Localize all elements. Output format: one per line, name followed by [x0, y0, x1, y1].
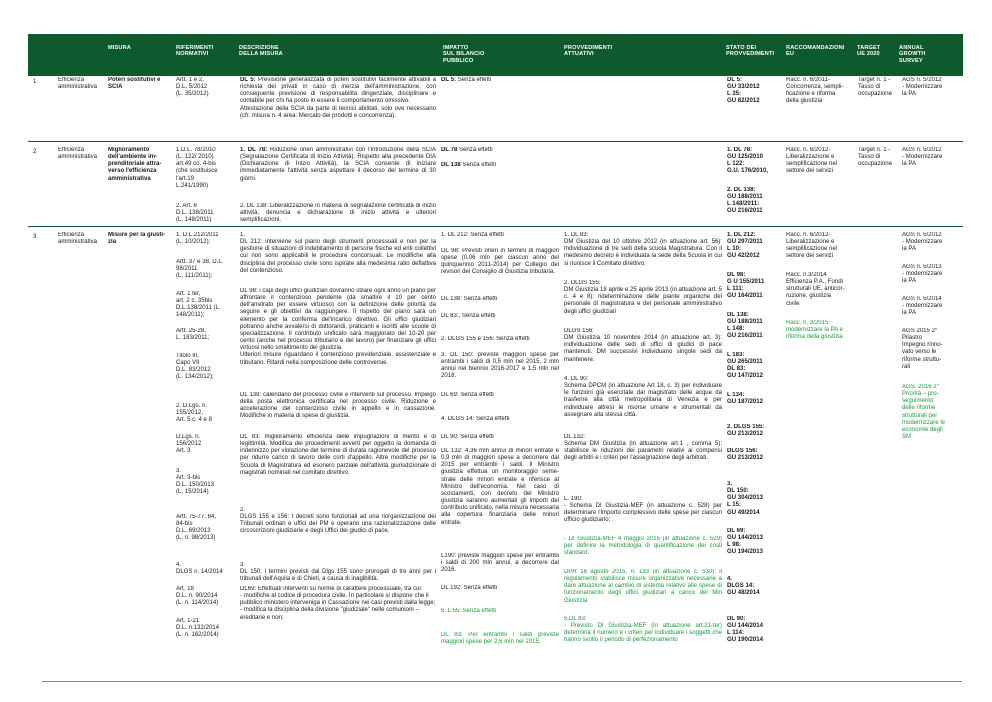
- stato-item: DL 98: G U 155/2011 L 111: GU 164/2011: [727, 272, 765, 300]
- header-survey: ANNUAL GROWTH SURVEY: [899, 45, 926, 64]
- impatto-text: Senza effetti: [460, 162, 496, 168]
- imp-item: 1. DL 212: Senza effetti: [441, 232, 504, 238]
- stato-item: 4. DLGS 14: GU 48/2014: [727, 576, 760, 597]
- row-riferimenti-b: 2. Art. 6 D.L. 138/2011 (L. 148/2011): [176, 203, 214, 224]
- rif-item: Titolo III, Capo VII D.L. 83/2012 (L. 134/2012);: [176, 353, 214, 381]
- page-bottom-rule: [42, 681, 962, 682]
- imp-item: DL 83:, Senza effetti: [441, 313, 496, 319]
- prov-item: DLGS 156: DM Giustizia 10 novembre 2014 (in attuazione art. 3): individuazione delle sedi di uffici di giudici di pace mantenuti. DM successivi individuano singole sedi da mantenere.: [564, 328, 722, 363]
- desc-item: 3. DL 150: i termini previsti dal Dlgs 155 sono prorogati di tre anni per i tribunali dell'Aquila e di Chieti, a causa di inagibilità.: [240, 562, 436, 583]
- racc-item: Racc. n. 3/2015 modernizzare la PA e riforma della giustizia: [786, 320, 844, 341]
- survey-item: AGS. 2016 2° Priorità – pro- seguimento delle riforme strutturali per modernizzare le economie degli SM: [902, 384, 946, 441]
- desc-item: DL 138: calendario del processo civile e interventi sul processo. Impiego della posta elettronica certificata nel processo civile. Riduzione e accelerazione del contenzioso civile in appello e in cassazione. Modifiche in materia di spese di giustizia.: [240, 392, 436, 420]
- prov-item: - DI Giustizia-MEF 4 maggio 2015 (in attuazione c. 529) per definire la metodologia di quantificazione dei costi standard.: [564, 536, 722, 557]
- header-stato: STATO DEI PROVVEDIMENTI: [726, 45, 775, 58]
- impatto-text: Senza effetti: [457, 147, 493, 153]
- row-divider: [28, 226, 963, 227]
- row-survey: AGS n. 5/2012 - Modernizzare la PA: [902, 147, 943, 168]
- desc-item: DL 83: miglioramento efficienza delle impugnazioni di merito e di legittimità. Modifica dei procedimenti avverti per oggetto la domanda di indennizzo per violazione del termine di durata ragionevole del processo per ridurre carico di lavoro delle corti d'appello. Altre modifiche per la Scuola di Magistratura ed esonero parziale dell'attività giurisdizionale di magistrati nominati nel comitato direttivo.: [240, 434, 436, 476]
- imp-item: DL 83: Per entrambi i saldi previste maggiori spese per 2,6 mln nel 2015,: [441, 632, 559, 646]
- row-impatto-b: [441, 162, 559, 169]
- header-descrizione: DESCRIZIONE DELLA MISURA: [239, 45, 283, 58]
- stato-item: DL 138: GU 188/2011 L 148: GU 216/2011: [727, 312, 763, 340]
- stato-item: 2. DLGS 155: GU 213/2012: [727, 424, 765, 438]
- imp-item: 3. DL 150: previste maggiori spese per entrambi i saldi di 0,5 mln nel 2015, 2 mln annui nel biennio 2016-2017 e 1,5 mln nel 2018.: [441, 352, 559, 380]
- desc-item: 2. DLGS 155 e 156: I decreti sono funzionali ad una riorganizzazione dei Tribunali ordinari e uffici del PM e operano una razionalizzazione delle circoscrizioni giudiziarie e degli Uffici dei giudici di pace.: [240, 507, 436, 535]
- row-stato-a: 1. DL 78: GU 125/2010 L 122: G.U. 176/2010,: [727, 147, 769, 175]
- row-descrizione-b: 2. DL 138: Liberalizzazione in materia di segnalazione certificata di inizio attività, denuncia e dichiarazione di inizio attività e ulteriori semplificazioni.: [240, 203, 436, 224]
- imp-item: DL 69: Senza effetti: [441, 392, 494, 398]
- header-raccomandazioni: RACCOMANDAZIONI EU: [786, 45, 845, 58]
- row-survey: AGS n. 5/2012 - Modernizzare la PA: [902, 77, 943, 98]
- row-divider: [28, 141, 963, 142]
- stato-item: DL 69: GU 144/2013 L 98: GU 194/2013: [727, 528, 763, 556]
- row-impatto-a: [441, 147, 559, 154]
- row-riferimenti-a: 1.D.L. 78/2010 (L. 122/ 2010) art.49 co. 4-bis (che sostituisce l'art.19 L.241/1990): [176, 147, 218, 189]
- desc-item: 1. DL 212: interviene sul piano degli strumenti processuali e non per la gestione di situazioni di indebitamento di persone fisiche ed enti collettivi cui non sono applicabili le procedure concorsuali. Le modifiche alla disciplina del processo civile sono ispirate alla medesima ratio deflattiva del contenzioso.: [240, 232, 436, 274]
- prov-item: 2. DLGS 155: DM Giustizia 18 aprile e 25 aprile 2013 (in attuazione art. 5 c. 4 e 8): rideterminazione delle piante organiche del personale di magistratura e del personale amministrativo degli uffici giudiziari: [564, 280, 722, 315]
- rif-item: 4. DLGS n. 14/2014: [176, 562, 223, 576]
- survey-item: AGS n. 5/2012 - Modernizzare la PA: [902, 232, 943, 253]
- rif-item: 3. Art. 3-bis D.L. 150/2013 (L. 15/2014): [176, 468, 214, 496]
- rif-item: Art. 1 ter, art. 2 c. 35bis D.L.138/2011 (L. 148/2011);: [176, 291, 221, 319]
- imp-item: DL 192: Senza effetti: [441, 585, 498, 591]
- prov-item: 4. DL 90: Schema DPCM (in attuazione Art 18, c. 3) per individuare le funzioni già esercitate dal magistrato delle acque da trasferire alla città metropolitana di Venezia e per individuare altresì le risorse umane e strumentali da assegnare alla stessa città.: [564, 376, 722, 418]
- survey-item: AGS n. 5/2014 - modernizzare la PA: [902, 296, 943, 317]
- stato-item: DL 90: GU 144/2014 L 114: GU 190/2014: [727, 616, 763, 644]
- imp-item: DL 90: Senza effetti: [441, 434, 494, 440]
- imp-item: L190: previste maggiori spese per entrambi i saldi di 200 mln annui, a decorrere dal 2016.: [441, 553, 559, 574]
- survey-item: AGS n. 5/2013 - modernizzare la PA: [902, 264, 943, 285]
- table-header: [28, 34, 963, 76]
- prov-item: L. 190: - Schema DI Giustizia-MEF (in attuazione c. 528) per determinare l'importo complessivo delle spese per ciascun ufficio giudiziario; .: [564, 496, 722, 524]
- rif-item: D.Lgs. n. 156/2012 Art. 3: [176, 434, 202, 455]
- row-stato-b: 2. DL 138: GU 188/2011 L 148/2011: GU 216/2011: [727, 187, 763, 215]
- header-riferimenti: RIFERIMENTI NORMATIVI: [176, 45, 214, 58]
- row-misura: Poteri sostitutivi e SCIA: [108, 77, 161, 91]
- descr-text: Previsione generalizzata di poteri sostitutivi facilmente attivabili a richiesta dei privati in caso di inerzia dell'amministrazione, con conseguente previsione di responsabilità dirigenziale, disciplinare e contabile per chi ha posto in essere il comportamento omissivo. Attestazione della SCIA da parte di tecnici abilitati, solo ove necessario (cfr. misura n. 4 area: Mercato dei prodotti e concorrenza).: [240, 77, 436, 119]
- prov-item: 1. DL 83: DM Giustizia del 10 ottobre 2012 (in attuazione art. 56): Individuazione di tre sedi della scuola Magistratura. Con il medesimo decreto è individuata la sede della Scuola in cui si riunisce il Comitato direttivo;: [564, 232, 722, 267]
- imp-item: 5. L 55: Senza effetti: [441, 608, 497, 614]
- imp-item: 4. DLGS 14: Senza effetti: [441, 416, 510, 422]
- rif-item: Artt. 37 e 38, D.L. 98/2011 (L. 111/2011);: [176, 259, 224, 280]
- row-raccomandazioni: Racc. n. 6/2011- Concorrenza, sempli- ficazione e riforma della giustizia: [786, 77, 844, 105]
- desc-item: DL69: Effettuati interventi su norme di carattere processuale, tra cui: - modifiche al codice di procedura civile. In particolare si dispone che il pubblico ministero interveniga in Cassazione nei casi previsti dalla legge; - modifica la disciplina della divisione "giudiziale" nelle comunioni – ereditarie e non;: [240, 586, 436, 621]
- desc-item: DL 98: i capi degli uffici giudiziari dovranno stilare ogni anno un piano per affrontare il contenzioso pendente (da smaltire il 10 per cento dell'arretrato per essere virtuoso) con la definizione delle priorità da seguire e gli obiettivi da raggiungere. Il rispetto del piano sarà un elemento per la conferma del'incarico direttivo. Gli uffici giudiziari potranno anche avvalersi di dottorandi, praticanti e iscritti alle scuole di specializzazione. Il contributo unificato sarà maggiorato del 10-20 per cento (anche nel processo tributario e del lavoro) per finanziare gli uffici virtuosi nello smaltimento dei giustizia. Ulteriori misure riguardano il contenzioso previdenziale, assistenziale e tributario. Ritardi nella composizione delle controversie.: [240, 288, 436, 366]
- header-misura: MISURA: [108, 45, 131, 51]
- prov-item: 5.DL 83: - Previsto DI Giustizia-MEF (in attuazione art.21-ter) determina il numero e i criteri per individuare i soggetti che hanno svolto il periodo di perfezionamento: [564, 616, 722, 644]
- row-target: Target n. 1 - Tasso di occupazione: [858, 77, 892, 98]
- impatto-text: Senza effetti: [456, 77, 492, 83]
- racc-item: Racc. n.3/2014 Efficienza P.A., Fondi strutturali UE, anticor- ruzione, giustizia civile: [786, 272, 845, 307]
- descr-label: 1. DL 78:: [240, 147, 268, 153]
- rif-item: 1. D.L.212/2011 (L. 10/2012);: [176, 232, 219, 246]
- row-number: 2: [33, 148, 37, 155]
- imp-item: DL 132: 4,36 mln annui di minori entrate e 0,9 mln di maggiori spese a decorrere dal 2015 per entrambi i saldi. Il Ministro giustizia effettua un monitoraggio seme-strale delle minori entrate e riferisce al Ministro dell'economia. Nel caso di scostamenti, con decreto del Ministro giustizia saranno aumentati gli importi del contributo unificato, nella misura necessaria alla copertura finanziaria delle minori entrate.: [441, 448, 559, 526]
- racc-item: Racc. n. 6/2012- Liberalizzazione e semplificazione nel settore dei servizi: [786, 232, 838, 260]
- row-area: Efficienza amministrativa: [58, 147, 97, 161]
- header-target: TARGET UE 2020: [857, 45, 881, 58]
- row-impatto: [441, 77, 559, 84]
- row-misura: Miglioramento dell'ambiente im- prenditoriale attra- verso l'efficienza amministrativa: [108, 147, 162, 182]
- row-number: 3: [33, 233, 37, 240]
- descr-label: DL 5:: [240, 77, 256, 83]
- descr-text: Riduzione oneri amministrativi con l'introduzione della SCIA (Segnalazione Certificata di Inizio Attività). Rispetto alla precedente DIA (Dichiarazione di Inizio Attività), la SCIA consente di iniziare immediatamente l'attività senza aspettare il decorso del termine di 30 giorni.: [240, 147, 436, 182]
- stato-item: L 183: GU 265/2011 DL 83: GU 147/2012: [727, 352, 763, 380]
- prov-item: DL 132: Schema DM Giustizia (in attuazione art.1 , comma 5): stabilisce le riduzioni dei parametri relativi ai compensi degli arbitri e i criteri per l'assegnazione degli arbitrati.: [564, 434, 722, 462]
- stato-item: DLGS 156: GU 213/2012: [727, 448, 763, 462]
- row-descrizione: [240, 77, 436, 120]
- impatto-label: DL 5:: [441, 77, 457, 83]
- header-provvedimenti: PROVVEDIMENTI ATTUATIVI: [564, 45, 613, 58]
- row-riferimenti: Artt. 1 e 2, D.L. 5/2012 (L. 35/2012): [176, 77, 209, 98]
- row-area: Efficienza amministrativa: [58, 77, 97, 91]
- stato-item: 3. DL 150: GU 304/2013 L 15: GU 49/2014: [727, 481, 763, 516]
- stato-item: 1. DL 212: GU 297/2011 L 10: GU 42/2012: [727, 232, 763, 260]
- row-number: 1: [33, 78, 37, 85]
- header-impatto: IMPATTO SUL BILANCIO PUBBLICO: [443, 45, 485, 64]
- page-top-margin: [0, 0, 992, 34]
- rif-item: Art. 18 D.L. n. 90/2014 (L. n. 114/2014): [176, 586, 219, 607]
- rif-item: 2. D.Lgs. n. 155/2012, Art. 5 c. 4 e 8: [176, 403, 212, 424]
- row-stato: DL 5: GU 33/2012 L 35: GU 82/2012: [727, 77, 760, 105]
- row-misura: Misure per la giusti- zia: [108, 232, 166, 246]
- imp-item: DL 138: Senza effetti: [441, 296, 498, 302]
- row-raccomandazioni: Racc. n. 6/2012- Liberalizzazione e semplificazione nel settore dei servizi: [786, 147, 838, 175]
- row-target: Target n. 1 - Tasso di occupazione: [858, 147, 892, 168]
- imp-item: DL 98: Previsti oneri in termini di maggiori spese (0,06 mln per ciascun anno del quinquennio 2011-2014) per Collegio dei revisori del Consiglio di Giustizia tributaria.: [441, 248, 559, 276]
- rif-item: Artt. 25-28, L. 183/2011;: [176, 328, 210, 342]
- impatto-label: DL 138: [441, 162, 461, 168]
- stato-item: L 134: GU 187/2012: [727, 392, 763, 406]
- row-area: Efficienza amministrativa: [58, 232, 97, 246]
- rif-item: Artt. 75-77, 84, 84-bis D.L. 69/2013 (L. n. 98/2013): [176, 514, 216, 542]
- prov-item: DPR 18 agosto 2015, n. 133 (in attuazione c. 530): il regolamento stabilisce misure organizzative necessarie a dare attuazione al cambio di sistema relativo alle spese di funzionamento degli uffici giudiziari a carico del Min Giustizia: [564, 569, 722, 604]
- row-descrizione-a: [240, 147, 436, 183]
- imp-item: 2. DLGS 155 e 156: Senza effetti: [441, 336, 530, 342]
- rif-item: Art. 1-21 D.L. n.132/2014 (L. n. 162/2014): [176, 618, 220, 639]
- impatto-label: DL 78: [441, 147, 458, 153]
- survey-item: AGS 2015 2° Pilastro Impegno rinno- vato verso le riforme struttu- rali: [902, 328, 943, 370]
